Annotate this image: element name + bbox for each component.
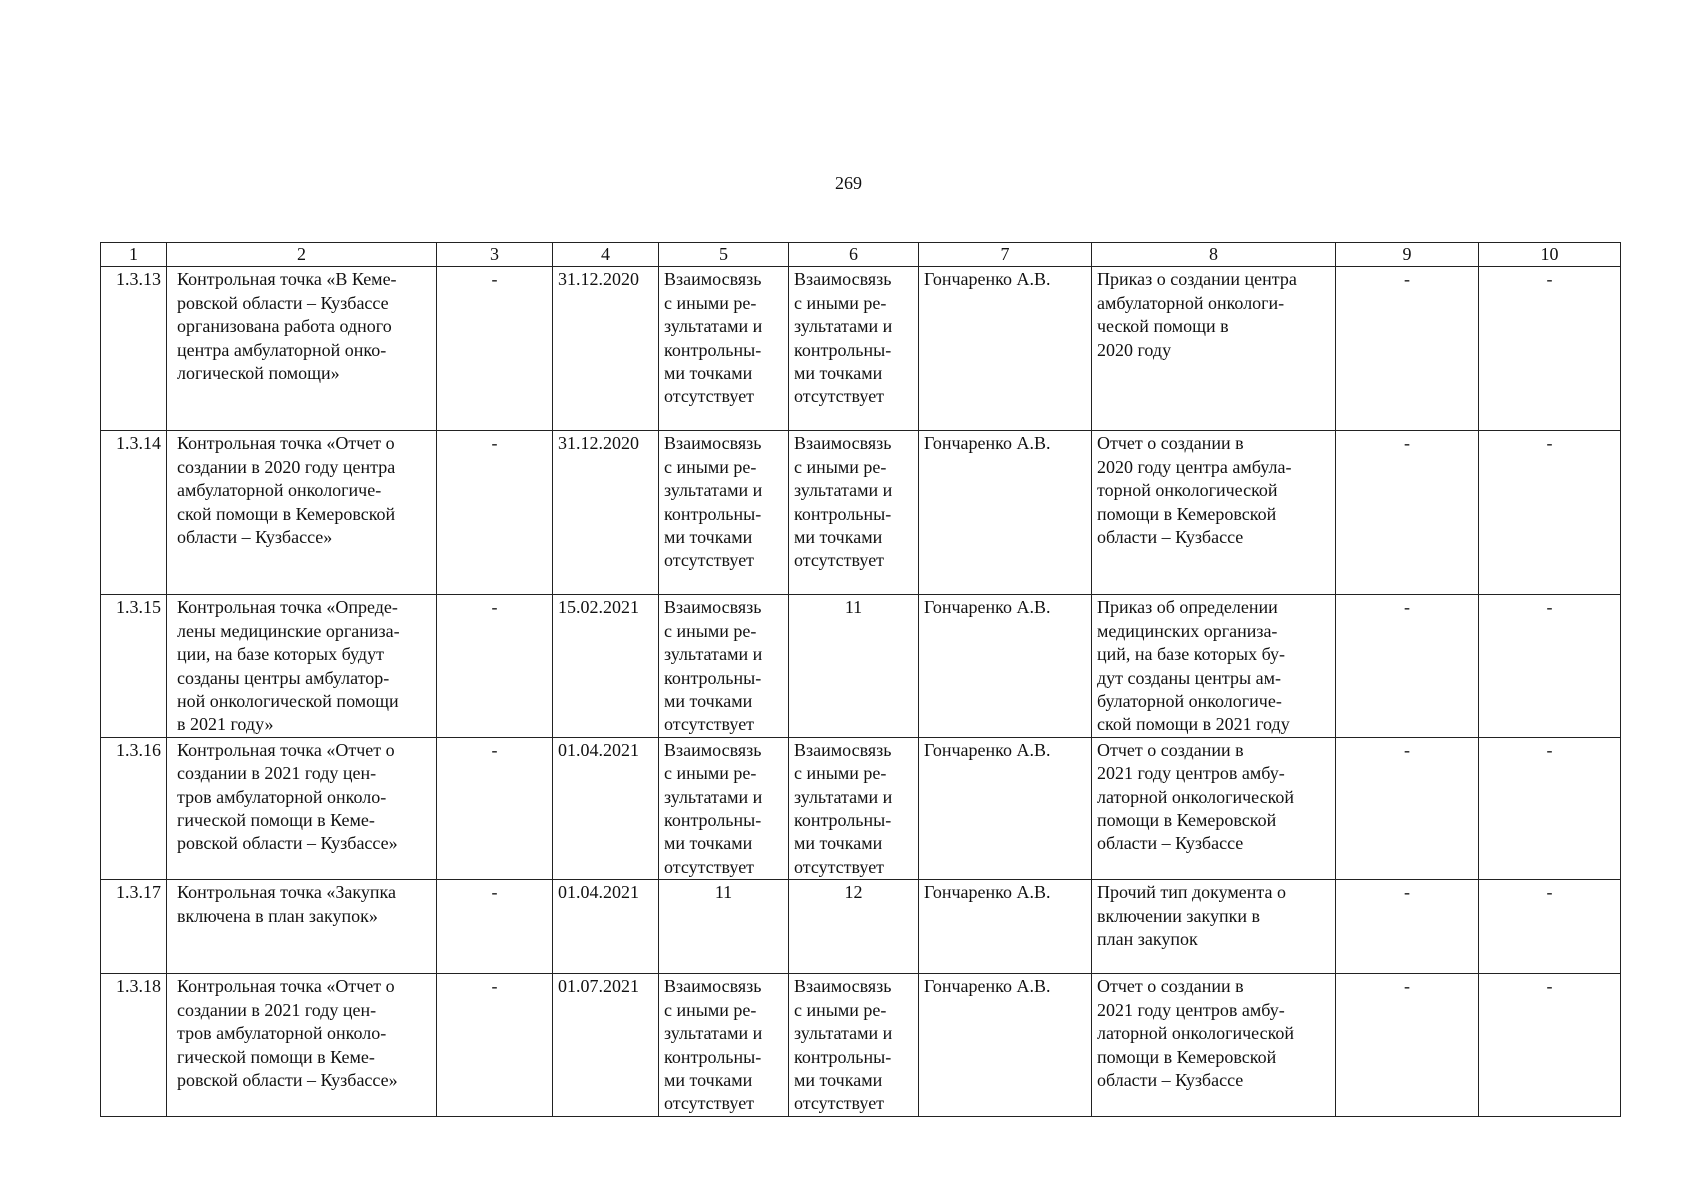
document-description: Приказ об определении медицинских организа- ций, на базе которых бу- дут созданы центры ам- булаторной онкологиче- ской помощи в 2021 году [1092, 595, 1336, 737]
header-row [101, 243, 1621, 267]
row-number: 1.3.14 [101, 431, 167, 595]
document-description: Отчет о создании в 2021 году центров амбу- латорной онкологической помощи в Кемеровской области – Кузбассе [1092, 974, 1336, 1116]
column-header: 10 [1479, 243, 1621, 267]
control-point-name: Контрольная точка «Закупка включена в план закупок» [167, 880, 437, 974]
control-points-table [100, 242, 1621, 1117]
control-point-name: Контрольная точка «Отчет о создании в 2020 году центра амбулаторной онкологиче- ской помощи в Кемеровской области – Кузбассе» [167, 431, 437, 595]
due-date: 01.04.2021 [553, 880, 659, 974]
control-point-name: Контрольная точка «Опреде- лены медицинские организа- ции, на базе которых будут созданы центры амбулатор- ной онкологической помощи в 2021 году» [167, 595, 437, 737]
column-header: 8 [1092, 243, 1336, 267]
cell-col5: Взаимосвязь с иными ре- зультатами и контрольны- ми точками отсутствует [659, 431, 789, 595]
cell-col5: Взаимосвязь с иными ре- зультатами и контрольны- ми точками отсутствует [659, 737, 789, 879]
column-header: 3 [437, 243, 553, 267]
cell-col5: Взаимосвязь с иными ре- зультатами и контрольны- ми точками отсутствует [659, 595, 789, 737]
cell-col5: Взаимосвязь с иными ре- зультатами и контрольны- ми точками отсутствует [659, 267, 789, 431]
cell-col10: - [1479, 267, 1621, 431]
table-body [101, 267, 1621, 1116]
cell-col3: - [437, 880, 553, 974]
table-row [101, 595, 1621, 737]
cell-col6: 12 [789, 880, 919, 974]
responsible-person: Гончаренко А.В. [919, 737, 1092, 879]
cell-col9: - [1336, 431, 1479, 595]
cell-col9: - [1336, 880, 1479, 974]
cell-col5: 11 [659, 880, 789, 974]
cell-col9: - [1336, 737, 1479, 879]
cell-col3: - [437, 267, 553, 431]
row-number: 1.3.16 [101, 737, 167, 879]
row-number: 1.3.13 [101, 267, 167, 431]
document-description: Отчет о создании в 2021 году центров амбу- латорной онкологической помощи в Кемеровской области – Кузбассе [1092, 737, 1336, 879]
document-description: Приказ о создании центра амбулаторной онкологи- ческой помощи в 2020 году [1092, 267, 1336, 431]
cell-col3: - [437, 974, 553, 1116]
column-header: 2 [167, 243, 437, 267]
table-row [101, 974, 1621, 1116]
control-point-name: Контрольная точка «Отчет о создании в 2021 году цен- тров амбулаторной онколо- гической помощи в Кеме- ровской области – Кузбассе» [167, 737, 437, 879]
table-row [101, 737, 1621, 879]
due-date: 15.02.2021 [553, 595, 659, 737]
column-header: 9 [1336, 243, 1479, 267]
cell-col9: - [1336, 595, 1479, 737]
cell-col6: Взаимосвязь с иными ре- зультатами и контрольны- ми точками отсутствует [789, 431, 919, 595]
responsible-person: Гончаренко А.В. [919, 595, 1092, 737]
cell-col10: - [1479, 737, 1621, 879]
control-point-name: Контрольная точка «Отчет о создании в 2021 году цен- тров амбулаторной онколо- гической помощи в Кеме- ровской области – Кузбассе» [167, 974, 437, 1116]
column-header: 4 [553, 243, 659, 267]
cell-col3: - [437, 431, 553, 595]
cell-col10: - [1479, 880, 1621, 974]
cell-col3: - [437, 737, 553, 879]
responsible-person: Гончаренко А.В. [919, 267, 1092, 431]
table-header [101, 243, 1621, 267]
column-header: 5 [659, 243, 789, 267]
document-description: Отчет о создании в 2020 году центра амбула- торной онкологической помощи в Кемеровской области – Кузбассе [1092, 431, 1336, 595]
control-point-name: Контрольная точка «В Кеме- ровской области – Кузбассе организована работа одного центра амбулаторной онко- логической помощи» [167, 267, 437, 431]
row-number: 1.3.18 [101, 974, 167, 1116]
responsible-person: Гончаренко А.В. [919, 974, 1092, 1116]
cell-col5: Взаимосвязь с иными ре- зультатами и контрольны- ми точками отсутствует [659, 974, 789, 1116]
page-number: 269 [835, 173, 862, 193]
table-row [101, 431, 1621, 595]
document-description: Прочий тип документа о включении закупки в план закупок [1092, 880, 1336, 974]
column-header: 1 [101, 243, 167, 267]
due-date: 31.12.2020 [553, 431, 659, 595]
cell-col6: Взаимосвязь с иными ре- зультатами и контрольны- ми точками отсутствует [789, 737, 919, 879]
due-date: 01.04.2021 [553, 737, 659, 879]
column-header: 7 [919, 243, 1092, 267]
due-date: 31.12.2020 [553, 267, 659, 431]
table-row [101, 880, 1621, 974]
responsible-person: Гончаренко А.В. [919, 431, 1092, 595]
responsible-person: Гончаренко А.В. [919, 880, 1092, 974]
cell-col10: - [1479, 595, 1621, 737]
row-number: 1.3.17 [101, 880, 167, 974]
cell-col6: 11 [789, 595, 919, 737]
cell-col9: - [1336, 267, 1479, 431]
due-date: 01.07.2021 [553, 974, 659, 1116]
row-number: 1.3.15 [101, 595, 167, 737]
cell-col6: Взаимосвязь с иными ре- зультатами и контрольны- ми точками отсутствует [789, 974, 919, 1116]
cell-col9: - [1336, 974, 1479, 1116]
cell-col10: - [1479, 431, 1621, 595]
cell-col6: Взаимосвязь с иными ре- зультатами и контрольны- ми точками отсутствует [789, 267, 919, 431]
column-header: 6 [789, 243, 919, 267]
table-row [101, 267, 1621, 431]
cell-col10: - [1479, 974, 1621, 1116]
cell-col3: - [437, 595, 553, 737]
